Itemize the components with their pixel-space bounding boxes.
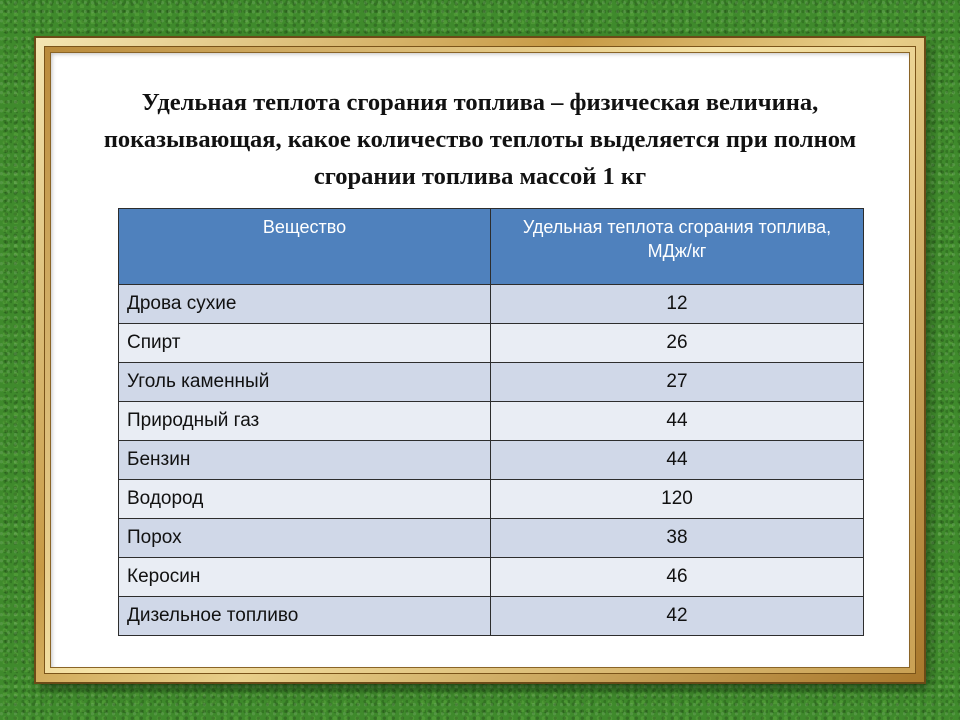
table-row bbox=[119, 480, 864, 519]
table-header-row bbox=[119, 209, 864, 285]
cell-value: 44 bbox=[491, 441, 864, 480]
cell-value: 27 bbox=[491, 363, 864, 402]
cell-substance: Бензин bbox=[119, 441, 491, 480]
table-row bbox=[119, 558, 864, 597]
table-row bbox=[119, 285, 864, 324]
cell-value: 26 bbox=[491, 324, 864, 363]
cell-value: 38 bbox=[491, 519, 864, 558]
cell-value: 44 bbox=[491, 402, 864, 441]
cell-substance: Дрова сухие bbox=[119, 285, 491, 324]
cell-substance: Природный газ bbox=[119, 402, 491, 441]
table-row bbox=[119, 363, 864, 402]
table-row bbox=[119, 324, 864, 363]
cell-substance: Уголь каменный bbox=[119, 363, 491, 402]
cell-substance: Водород bbox=[119, 480, 491, 519]
cell-substance: Спирт bbox=[119, 324, 491, 363]
cell-value: 12 bbox=[491, 285, 864, 324]
slide-content bbox=[50, 52, 910, 668]
slide-title: Удельная теплота сгорания топлива – физическая величина, показывающая, какое количество теплоты выделяется при полном сгорании топлива массой 1 кг bbox=[103, 89, 857, 190]
cell-substance: Порох bbox=[119, 519, 491, 558]
table-row bbox=[119, 519, 864, 558]
table-row bbox=[119, 402, 864, 441]
cell-substance: Керосин bbox=[119, 558, 491, 597]
cell-value: 46 bbox=[491, 558, 864, 597]
header-heat-value: Удельная теплота сгорания топлива, МДж/кг bbox=[491, 209, 864, 285]
frame-gold-border bbox=[44, 46, 916, 674]
header-substance: Вещество bbox=[119, 209, 491, 285]
table-row bbox=[119, 441, 864, 480]
fuel-heat-table bbox=[118, 208, 864, 636]
table-row bbox=[119, 597, 864, 636]
cell-value: 42 bbox=[491, 597, 864, 636]
slide-frame bbox=[36, 38, 924, 682]
cell-value: 120 bbox=[491, 480, 864, 519]
cell-substance: Дизельное топливо bbox=[119, 597, 491, 636]
